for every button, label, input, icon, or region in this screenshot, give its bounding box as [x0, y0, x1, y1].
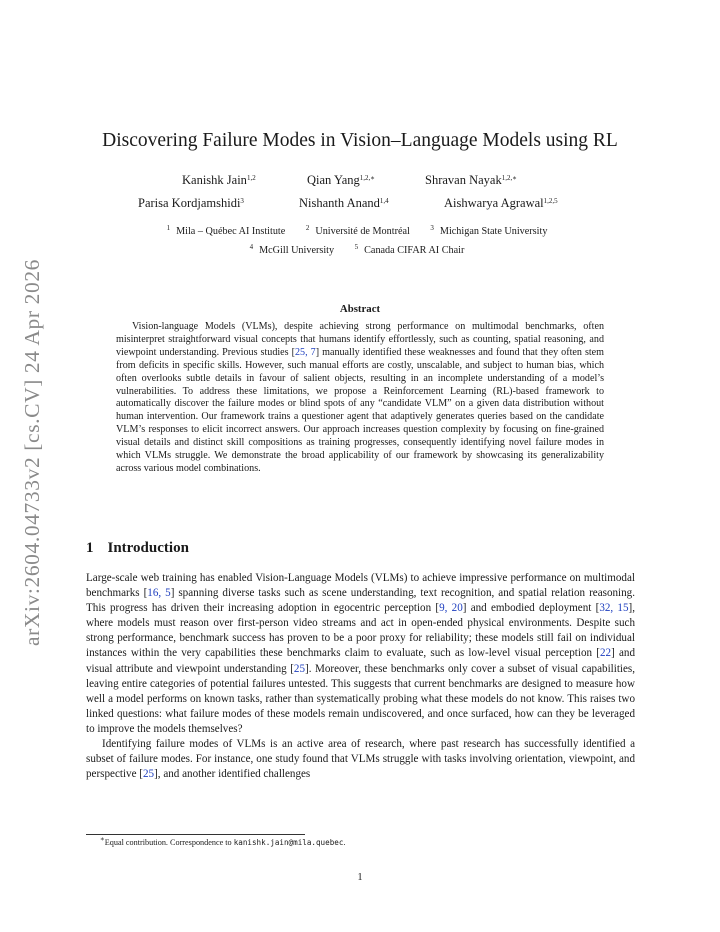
citation-link[interactable]: 25, 7	[294, 346, 316, 358]
author: Parisa Kordjamshidi$^3$	[138, 196, 244, 210]
paper-title: Discovering Failure Modes in Vision–Language Models using RL	[102, 130, 618, 151]
abstract-heading: Abstract	[339, 303, 381, 315]
body-paragraph: Large-scale web training has enabled Vision-Language Models (VLMs) to achieve impressive performance on multimodal benchmarks [16, 5] spanning diverse tasks such as scene understanding, text recognition, and spatial relation reasoning. This progress has driven their increasing adoption in egocentric perception [9, 20] and embodied deployment [32, 15], where models must reason over first-person video streams and act in open-ended physical environments. Despite such strong performance, benchmark success has proven to be a poor proxy for reliability; these models still fail on individual instances within the very capabilities these benchmarks claim to evaluate, such as low-level visual perception [22] and visual attribute and viewpoint understanding [25]. Moreover, these benchmarks only cover a subset of visual capabilities, leaving entire categories of potential failures untested. This suggests that current benchmarks are designed to measure how well a model performs on known tasks, rather than systematically probing what these models do not know. This raises two linked questions: what failure modes of these models remain undiscovered, and once surfaced, how can they be leveraged to improve the models themselves?	[86, 572, 635, 735]
abstract-body	[116, 321, 604, 476]
citation-link[interactable]: 22	[599, 647, 612, 660]
citation-link[interactable]: 9, 20	[439, 602, 463, 615]
arxiv-identifier	[9, 258, 57, 646]
section-number: 1	[86, 540, 94, 556]
footnote-divider	[86, 834, 305, 835]
author: Qian Yang$^{1,2,∗}$	[307, 173, 376, 187]
introduction-body	[86, 571, 635, 782]
section-title: Introduction	[107, 540, 189, 556]
affiliation-row-2	[0, 245, 720, 256]
citation-link[interactable]: 25	[142, 768, 155, 781]
affiliation-row-1	[0, 226, 720, 237]
affiliation: $^5$ Canada CIFAR AI Chair	[354, 243, 465, 256]
author: Nishanth Anand$^{1,4}$	[299, 196, 389, 210]
citation-link[interactable]: 32, 15	[599, 602, 629, 615]
author: Shravan Nayak$^{1,2,∗}$	[425, 173, 517, 187]
citation-link[interactable]: 25	[293, 662, 305, 675]
citation-link[interactable]: 16, 5	[147, 587, 171, 600]
body-paragraph: Identifying failure modes of VLMs is an active area of research, where past research has successfully identified a subset of failure modes. For instance, one study found that VLMs struggle with tasks involving orientation, viewpoint, and perspective [25], and another identified challenges	[86, 738, 635, 781]
page-number: 1	[357, 872, 363, 883]
affiliation: $^2$ Université de Montréal	[305, 224, 410, 237]
section-heading	[86, 540, 189, 557]
affiliation: $^4$ McGill University	[249, 243, 335, 256]
arxiv-identifier-text: arXiv:2604.04733v2 [cs.CV] 24 Apr 2026	[20, 258, 45, 646]
author: Kanishk Jain$^{1,2}$	[182, 173, 256, 187]
affiliation: $^3$ Michigan State University	[430, 224, 548, 237]
affiliation: $^1$ Mila – Québec AI Institute	[166, 224, 286, 237]
footnote: ∗Equal contribution. Correspondence to kanishk.jain@mila.quebec.	[100, 835, 346, 847]
abstract-paragraph: Vision-language Models (VLMs), despite achieving strong performance on multimodal benchmarks, often misinterpret straightforward visual concepts that humans identify effortlessly, such as counting, spatial reasoning, and viewpoint understanding. Previous studies [25, 7] manually identified these weaknesses and found that they often stem from deficits in specific skills. However, such manual efforts are costly, unscalable, and subject to human bias, which often overlooks subtle details in favour of salient objects, resulting in an incomplete understanding of a model’s vulnerabilities. To address these limitations, we propose a Reinforcement Learning (RL)-based framework to automatically discover the failure modes or blind spots of any “candidate VLM” on a given data distribution without human intervention. Our framework trains a questioner agent that adaptively generates queries based on the candidate VLM’s responses to elicit incorrect answers. Our approach increases question complexity by focusing on fine-grained visual details and distinct skill compositions as training progresses, consequently identifying novel failure modes in which VLMs struggle. We demonstrate the broad applicability of our framework by showcasing its generalizability across various model combinations.	[116, 321, 605, 474]
author: Aishwarya Agrawal$^{1,2,5}$	[444, 196, 558, 210]
correspondence-email[interactable]: kanishk.jain@mila.quebec	[233, 838, 344, 847]
